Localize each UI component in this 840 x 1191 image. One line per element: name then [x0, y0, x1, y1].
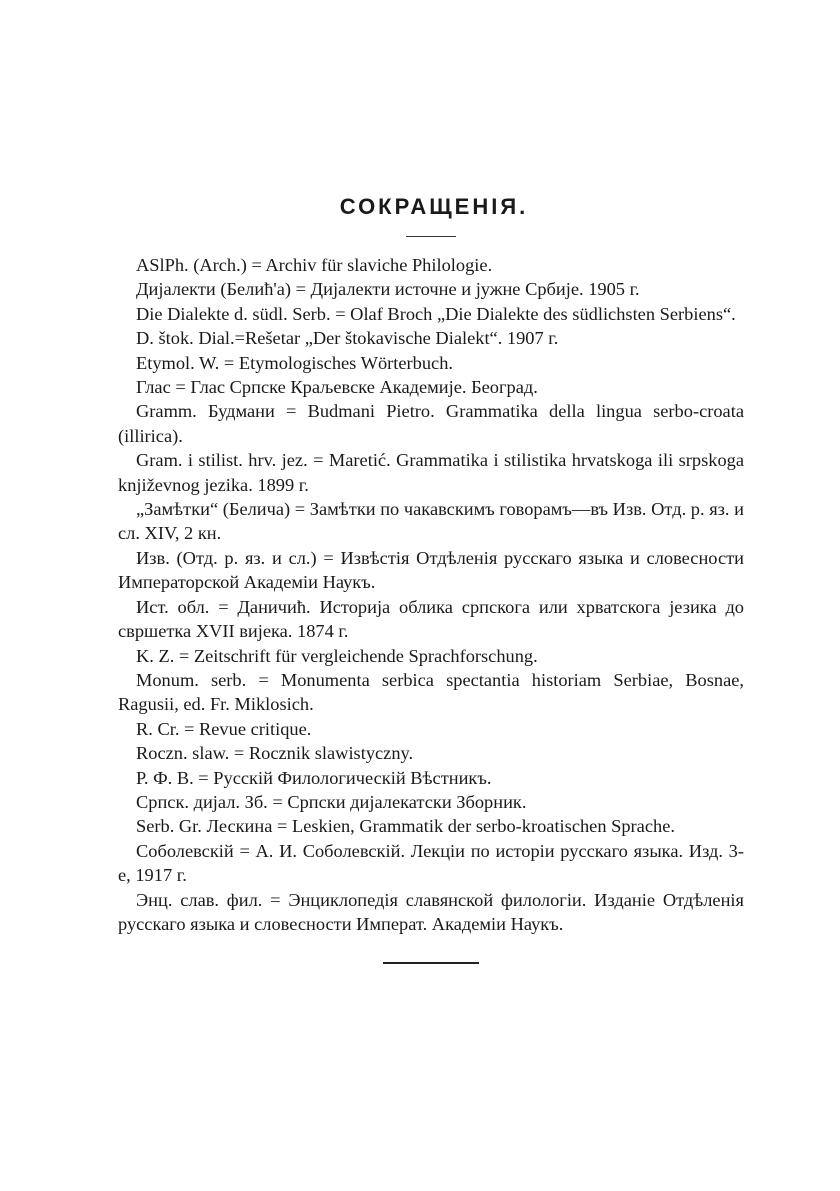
abbreviation-entry: Roczn. slaw. = Rocznik slawistyczny. [136, 743, 414, 764]
abbreviation-entry: Ист. обл. = Даничић. Историја облика српскога или хрватскога језика до свршетка XVII вијека. 1874 г. [118, 596, 744, 642]
abbreviation-entry: Die Dialekte d. südl. Serb. = Olaf Broch „Die Dialekte des südlichsten Serbiens“. [136, 303, 736, 324]
abbreviation-entry: Соболевскiй = А. И. Соболевскiй. Лекцiи по исторiи русскаго языка. Изд. 3-е, 1917 г. [118, 840, 744, 886]
abbreviation-entry: Serb. Gr. Лескина = Leskien, Grammatik der serbo-kroatischen Sprache. [136, 816, 675, 837]
abbreviation-entry: Дијалекти (Белић'а) = Дијалекти источне и јужне Србије. 1905 г. [136, 279, 640, 300]
abbreviation-entry: Etymol. W. = Etymologisches Wörterbuch. [136, 352, 454, 373]
abbreviation-list [118, 253, 744, 936]
abbreviation-entry: Р. Ф. В. = Русскiй Филологическiй Вѣстникъ. [136, 767, 492, 788]
abbreviation-entry: „Замѣтки“ (Белича) = Замѣтки по чакавскимъ говорамъ—въ Изв. Отд. р. яз. и сл. XIV, 2 кн. [118, 499, 744, 544]
abbreviation-entry: Српск. дијал. Зб. = Српски дијалекатски Зборник. [136, 791, 527, 812]
abbreviation-entry: Gramm. Будмани = Budmani Pietro. Grammatika della lingua serbo-croata (illirica). [118, 401, 744, 446]
abbreviation-entry: K. Z. = Zeitschrift für vergleichende Sprachforschung. [136, 645, 538, 666]
abbreviation-entry: Энц. слав. фил. = Энциклопедiя славянской филологiи. Изданiе Отдѣленiя русскаго языка и словесности Императ. Академiи Наукъ. [118, 889, 744, 934]
abbreviation-entry: Gram. i stilist. hrv. jez. = Maretić. Grammatika i stilistika hrvatskoga ili srpskoga književnog jezika. 1899 г. [118, 450, 744, 495]
end-divider [383, 962, 479, 964]
abbreviation-entry: D. štok. Dial.=Rešetar „Der štokavische Dialekt“. 1907 г. [136, 328, 559, 349]
abbreviation-entry: R. Cr. = Revue critique. [136, 718, 312, 739]
abbreviations-page [118, 190, 744, 964]
abbreviation-entry: Monum. serb. = Monumenta serbica spectantia historiam Serbiae, Bosnae, Ragusii, ed. Fr. Miklosich. [118, 669, 744, 715]
abbreviation-entry: Глас = Глас Српске Краљевске Академије. Београд. [136, 377, 538, 398]
title-divider [406, 236, 456, 237]
page-title: СОКРАЩЕНIЯ. [339, 194, 529, 219]
abbreviation-entry: Изв. (Отд. р. яз. и сл.) = Извѣстiя Отдѣленiя русскаго языка и словесности Императорской Академiи Наукъ. [118, 547, 744, 593]
abbreviation-entry: ASlPh. (Arch.) = Archiv für slaviche Philologie. [136, 255, 493, 275]
